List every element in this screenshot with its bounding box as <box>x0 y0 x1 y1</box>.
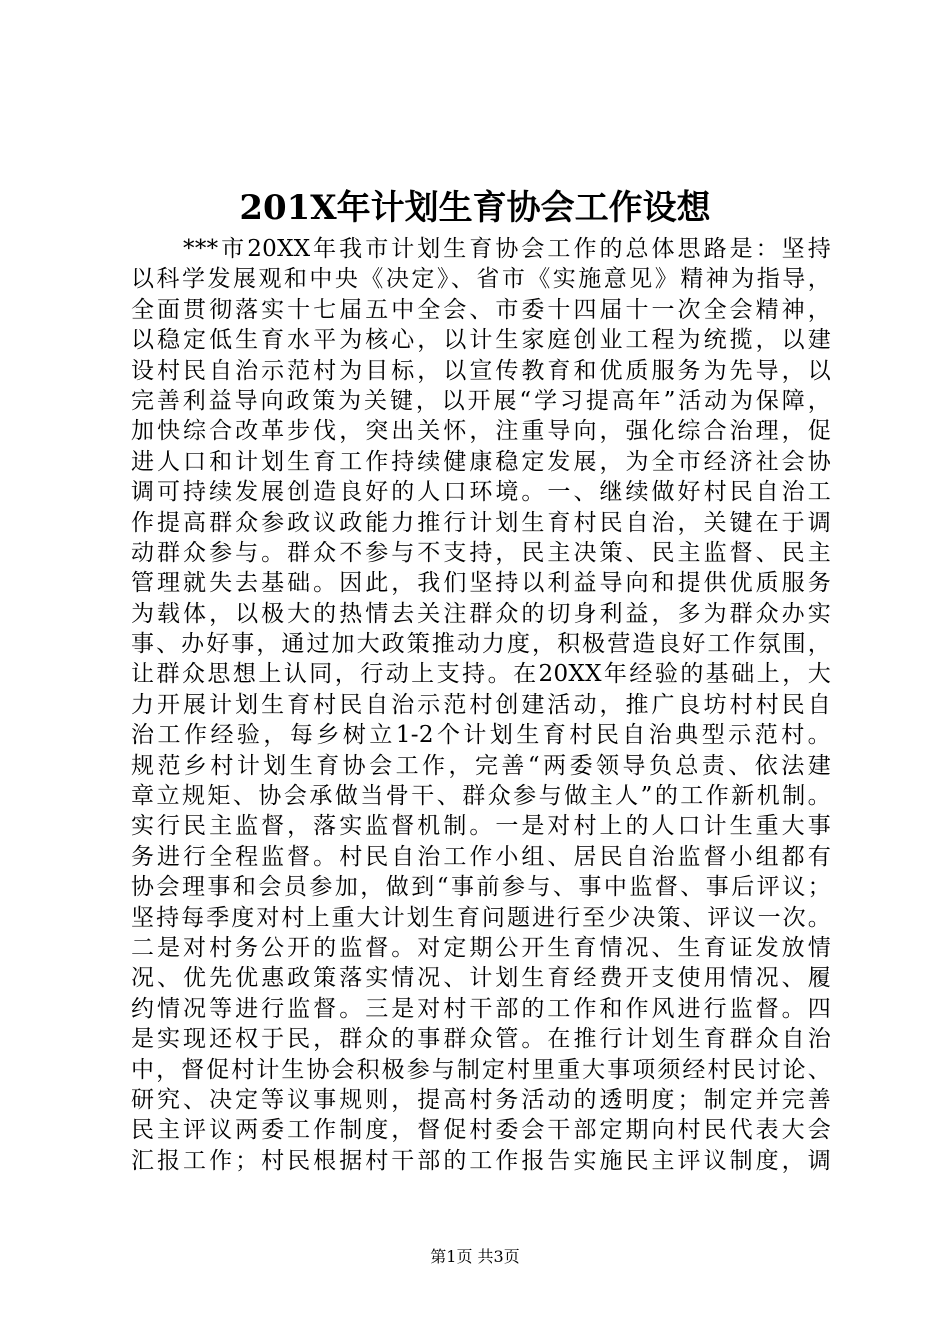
body-line: 实行民主监督，落实监督机制。一是对村上的人口计生重大事 <box>131 813 831 840</box>
body-line: 汇报工作；村民根据村干部的工作报告实施民主评议制度，调 <box>131 1147 831 1174</box>
body-line: 民主评议两委工作制度，督促村委会干部定期向村民代表大会 <box>131 1117 831 1144</box>
body-line: 约情况等进行监督。三是对村干部的工作和作风进行监督。四 <box>131 995 831 1022</box>
body-line: 二是对村务公开的监督。对定期公开生育情况、生育证发放情 <box>131 934 831 961</box>
body-line: 坚持每季度对村上重大计划生育问题进行至少决策、评议一次。 <box>131 904 831 931</box>
body-line: 进人口和计划生育工作持续健康稳定发展，为全市经济社会协 <box>131 448 831 475</box>
body-line: 作提高群众参政议政能力推行计划生育村民自治，关键在于调 <box>131 509 831 536</box>
body-line: 让群众思想上认同，行动上支持。在20XX年经验的基础上，大 <box>131 661 831 688</box>
body-line: 全面贯彻落实十七届五中全会、市委十四届十一次全会精神， <box>131 296 831 323</box>
body-line: 以科学发展观和中央《决定》、省市《实施意见》精神为指导， <box>131 266 831 293</box>
body-line: 事、办好事，通过加大政策推动力度，积极营造良好工作氛围， <box>131 631 831 658</box>
body-line: 为载体，以极大的热情去关注群众的切身利益，多为群众办实 <box>131 600 831 627</box>
page-footer: 第1页 共3页 <box>430 1247 520 1266</box>
body-line: 管理就失去基础。因此，我们坚持以利益导向和提供优质服务 <box>131 570 831 597</box>
body-line: 调可持续发展创造良好的人口环境。一、继续做好村民自治工 <box>131 479 831 506</box>
body-line: 务进行全程监督。村民自治工作小组、居民自治监督小组都有 <box>131 843 831 870</box>
body-line: 设村民自治示范村为目标，以宣传教育和优质服务为先导，以 <box>131 357 831 384</box>
body-line: 况、优先优惠政策落实情况、计划生育经费开支使用情况、履 <box>131 965 831 992</box>
body-line: 是实现还权于民，群众的事群众管。在推行计划生育群众自治 <box>131 1026 831 1053</box>
document-title: 201X年计划生育协会工作设想 <box>239 188 711 228</box>
body-line: 力开展计划生育村民自治示范村创建活动，推广良坊村村民自 <box>131 691 831 718</box>
body-line: 加快综合改革步伐，突出关怀，注重导向，强化综合治理，促 <box>131 418 831 445</box>
body-line: 协会理事和会员参加，做到“事前参与、事中监督、事后评议； <box>131 874 831 901</box>
body-line: 规范乡村计划生育协会工作，完善“两委领导负总责、依法建 <box>131 752 831 779</box>
body-line: 以稳定低生育水平为核心，以计生家庭创业工程为统揽，以建 <box>131 327 831 354</box>
body-line: 章立规矩、协会承做当骨干、群众参与做主人”的工作新机制。 <box>131 783 831 810</box>
body-line: 研究、决定等议事规则，提高村务活动的透明度；制定并完善 <box>131 1086 831 1113</box>
body-line: 完善利益导向政策为关键，以开展“学习提高年”活动为保障， <box>131 387 831 414</box>
document-body <box>131 234 831 1176</box>
body-line: ***市20XX年我市计划生育协会工作的总体思路是：坚持 <box>131 236 831 262</box>
body-line: 治工作经验，每乡树立1-2个计划生育村民自治典型示范村。 <box>131 722 831 749</box>
body-line: 动群众参与。群众不参与不支持，民主决策、民主监督、民主 <box>131 539 831 566</box>
body-line: 中，督促村计生协会积极参与制定村里重大事项须经村民讨论、 <box>131 1056 831 1083</box>
